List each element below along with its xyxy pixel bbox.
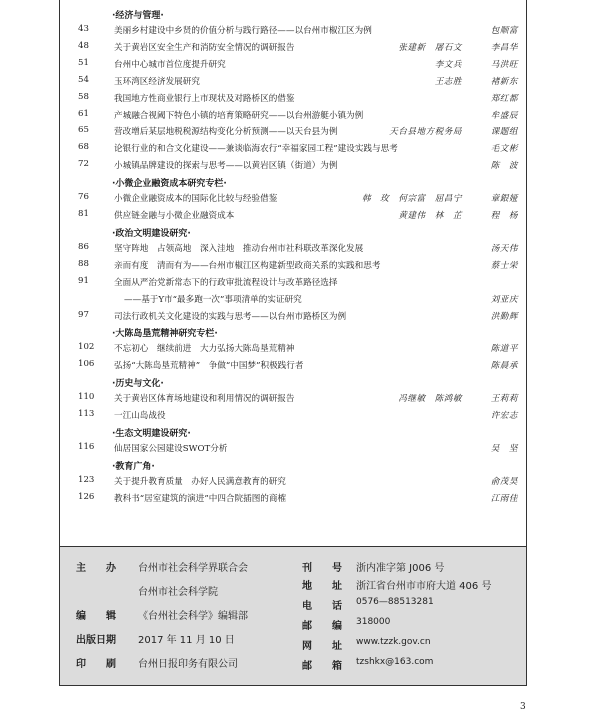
entry-title: 美丽乡村建设中乡贤的价值分析与践行路径——以台州市椒江区为例 xyxy=(114,26,372,36)
sponsor-1: 台州市社会科学界联合会 xyxy=(138,563,248,574)
date-label: 出版日期 xyxy=(76,635,116,646)
website-label: 网 址 xyxy=(302,641,342,652)
toc-entry[interactable] xyxy=(60,409,526,423)
entry-author: 包顺富 xyxy=(490,26,518,36)
entry-page-number: 126 xyxy=(78,491,95,502)
toc-entry[interactable] xyxy=(60,92,526,106)
entry-page-number: 113 xyxy=(78,409,95,420)
entry-author: 洪勤辉 xyxy=(490,311,518,322)
entry-coauthors: 张建新 屠石文 xyxy=(398,42,462,53)
printer-value: 台州日报印务有限公司 xyxy=(138,659,238,670)
sponsor-label: 主 办 xyxy=(76,563,116,574)
entry-author: 刘亚庆 xyxy=(490,294,518,305)
entry-page-number: 123 xyxy=(78,474,95,485)
section-heading: ·生态文明建设研究· xyxy=(112,429,191,439)
entry-title: 坚守阵地 占领高地 深入洼地 推动台州市社科联改革深化发展 xyxy=(114,243,364,254)
toc-entry[interactable] xyxy=(60,359,526,373)
entry-coauthors: 冯继敏 陈鸿敏 xyxy=(398,394,462,405)
entry-title: 营改增后某层地税税源结构变化分析预测——以天台县为例 xyxy=(114,127,338,138)
entry-page-number: 58 xyxy=(78,91,89,102)
toc-entry[interactable] xyxy=(60,392,526,406)
contents-frame xyxy=(59,0,527,686)
toc-entry[interactable] xyxy=(60,142,526,156)
editor-label: 编 辑 xyxy=(76,611,116,622)
entry-author: 陈 波 xyxy=(490,161,518,172)
website-value: www.tzzk.gov.cn xyxy=(356,637,431,647)
entry-author: 郑红都 xyxy=(490,93,518,104)
toc-entry[interactable] xyxy=(60,75,526,89)
entry-page-number: 106 xyxy=(78,359,95,370)
entry-title: 小城镇品牌建设的探索与思考——以黄岩区镇（街道）为例 xyxy=(114,161,338,172)
section-heading: ·大陈岛垦荒精神研究专栏· xyxy=(112,329,218,340)
entry-title: 教科书“居室建筑的演进”中四合院插图的商榷 xyxy=(114,493,287,504)
toc-entry[interactable] xyxy=(60,159,526,173)
entry-title: 司法行政机关文化建设的实践与思考——以台州市路桥区为例 xyxy=(114,311,347,322)
toc-entry[interactable] xyxy=(60,41,526,55)
entry-author: 程 杨 xyxy=(490,211,518,221)
date-value: 2017 年 11 月 10 日 xyxy=(138,635,235,646)
entry-page-number: 72 xyxy=(78,159,89,170)
entry-title: 亲而有度 清而有为——台州市椒江区构建新型政商关系的实践和思考 xyxy=(114,260,381,271)
toc-entry[interactable] xyxy=(60,259,526,273)
entry-page-number: 86 xyxy=(78,241,89,252)
address-value: 浙江省台州市市府大道 406 号 xyxy=(356,581,492,592)
entry-author: 马洪旺 xyxy=(490,59,518,70)
entry-title: 我国地方性商业银行上市现状及对路桥区的借鉴 xyxy=(114,93,295,104)
email-value: tzshkx@163.com xyxy=(356,657,434,667)
toc-entry[interactable] xyxy=(60,209,526,223)
entry-author: 汤天伟 xyxy=(490,243,518,254)
entry-title: 供应链金融与小微企业融资成本 xyxy=(114,211,235,221)
entry-title: 全面从严治党新常态下的行政审批流程设计与改革路径选择 xyxy=(114,277,338,288)
entry-title: 台州中心城市首位度提升研究 xyxy=(114,59,226,70)
toc-entry[interactable] xyxy=(60,125,526,139)
entry-title: 仙居国家公园建设SWOT分析 xyxy=(114,444,228,454)
entry-title: 关于黄岩区体育场地建设和利用情况的调研报告 xyxy=(114,394,295,405)
entry-coauthors: 黄建伟 林 芷 xyxy=(398,211,462,221)
entry-title: 玉环湾区经济发展研究 xyxy=(114,76,200,87)
permit-value: 浙内准字第 J006 号 xyxy=(356,563,445,574)
permit-label: 刊 号 xyxy=(302,563,342,574)
entry-author: 毛文彬 xyxy=(490,144,518,155)
entry-title: 弘扬“大陈岛垦荒精神” 争做“中国梦”积极践行者 xyxy=(114,361,304,372)
toc-entry[interactable] xyxy=(60,342,526,356)
entry-title: 论银行业的和合文化建设——兼谈临海农行“幸福家园工程”建设实践与思考 xyxy=(114,144,398,155)
entry-author: 章銀娅 xyxy=(490,194,518,205)
entry-page-number: 43 xyxy=(78,24,89,34)
entry-title: 不忘初心 继续前进 大力弘扬大陈岛垦荒精神 xyxy=(114,344,295,355)
entry-title: 关于黄岩区安全生产和消防安全情况的调研报告 xyxy=(114,42,295,53)
entry-title: 一江山岛战役 xyxy=(114,411,166,422)
entry-page-number: 76 xyxy=(78,192,89,203)
entry-page-number: 88 xyxy=(78,258,89,269)
postcode-value: 318000 xyxy=(356,617,391,627)
toc-entry[interactable] xyxy=(60,442,526,456)
entry-title: 小微企业融资成本的国际化比较与经验借鉴 xyxy=(114,194,278,205)
entry-page-number: 102 xyxy=(78,342,95,353)
entry-page-number: 91 xyxy=(78,275,89,286)
toc-entry[interactable] xyxy=(60,276,526,290)
entry-author: 李昌华 xyxy=(490,42,518,53)
entry-author: 课题组 xyxy=(490,127,518,138)
entry-page-number: 68 xyxy=(78,142,89,153)
entry-page-number: 116 xyxy=(78,442,95,452)
entry-page-number: 65 xyxy=(78,125,89,136)
toc-entry[interactable] xyxy=(60,475,526,489)
entry-page-number: 81 xyxy=(78,209,89,219)
entry-coauthors: 天台县地方税务局 xyxy=(389,127,462,138)
toc-entry[interactable] xyxy=(60,242,526,256)
entry-title: 关于提升教育质量 办好人民满意教育的研究 xyxy=(114,476,286,487)
section-heading: ·政治文明建设研究· xyxy=(112,228,191,239)
address-label: 地 址 xyxy=(302,581,342,592)
sponsor-2: 台州市社会科学院 xyxy=(138,587,218,598)
entry-page-number: 48 xyxy=(78,40,89,51)
entry-author: 俞茂昊 xyxy=(490,476,518,487)
entry-page-number: 51 xyxy=(78,57,89,68)
section-heading: ·教育广角· xyxy=(112,461,155,472)
entry-coauthors: 韩 玫 何宗富 屈昌宁 xyxy=(361,194,462,205)
section-heading: ·小微企业融资成本研究专栏· xyxy=(112,179,227,190)
entry-page-number: 97 xyxy=(78,309,89,320)
toc-entry[interactable] xyxy=(60,192,526,206)
phone-value: 0576—88513281 xyxy=(356,597,434,607)
entry-author: 褚新东 xyxy=(490,76,518,87)
entry-author: 许宏志 xyxy=(490,411,518,422)
entry-page-number: 61 xyxy=(78,108,89,119)
entry-author: 王莉莉 xyxy=(490,394,518,405)
entry-author: 蔡士栄 xyxy=(490,260,518,271)
toc-entry[interactable] xyxy=(60,109,526,123)
entry-title: 产城融合视阈下特色小镇的培育策略研究——以台州游艇小镇为例 xyxy=(114,110,364,121)
entry-author: 吴 坚 xyxy=(490,444,518,454)
toc-entry[interactable] xyxy=(60,293,526,307)
table-of-contents xyxy=(60,4,526,546)
entry-coauthors: 李文兵 xyxy=(434,59,462,70)
entry-author: 陈道平 xyxy=(490,344,518,355)
email-label: 邮 箱 xyxy=(302,661,342,672)
toc-entry[interactable] xyxy=(60,24,526,38)
section-heading: ·经济与管理· xyxy=(112,11,164,21)
publication-info-box xyxy=(60,546,526,685)
page-number: 3 xyxy=(520,702,526,712)
toc-entry[interactable] xyxy=(60,310,526,324)
postcode-label: 邮 编 xyxy=(302,621,342,632)
entry-title: ——基于Y市“最多跑一次”事项清单的实证研究 xyxy=(124,294,302,305)
phone-label: 电 话 xyxy=(302,601,342,612)
entry-author: 牟盛辰 xyxy=(490,110,518,121)
entry-coauthors: 王志胜 xyxy=(434,76,462,87)
toc-entry[interactable] xyxy=(60,492,526,506)
entry-author: 陈晨承 xyxy=(490,361,518,372)
printer-label: 印 刷 xyxy=(76,659,116,670)
section-heading: ·历史与文化· xyxy=(112,379,164,390)
entry-page-number: 110 xyxy=(78,392,95,403)
entry-page-number: 54 xyxy=(78,74,89,85)
toc-entry[interactable] xyxy=(60,58,526,72)
entry-author: 江雨佳 xyxy=(490,493,518,504)
editor-value: 《台州社会科学》编辑部 xyxy=(138,611,248,622)
